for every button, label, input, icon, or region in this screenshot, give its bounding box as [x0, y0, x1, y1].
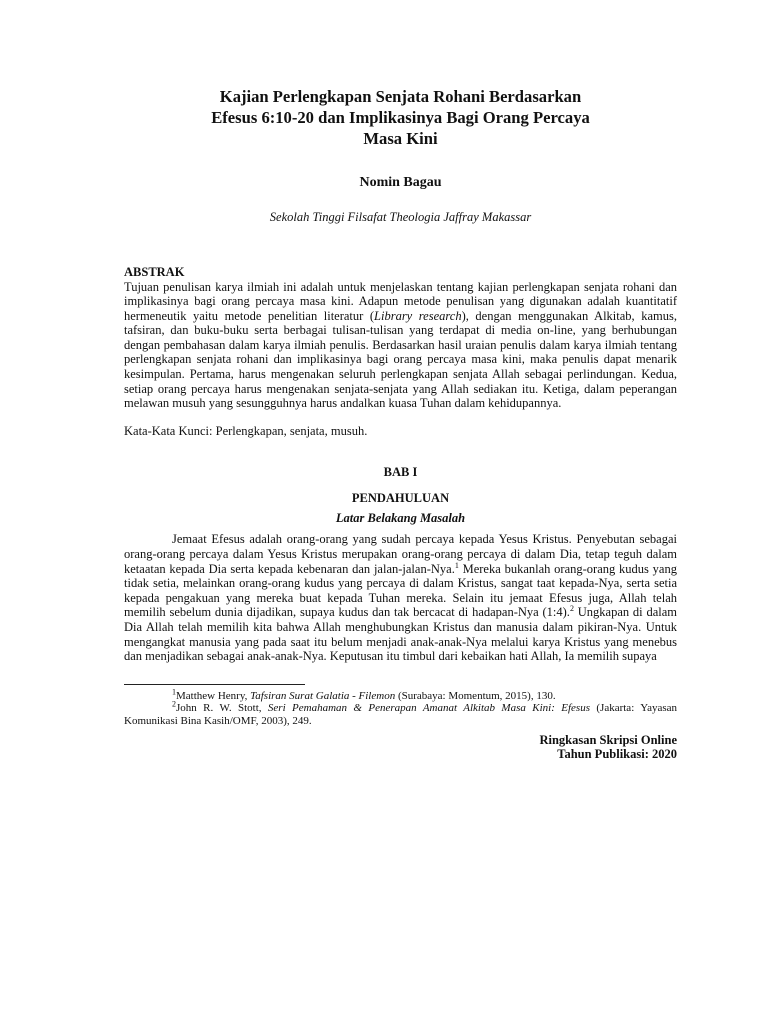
body-text-part-2: Mereka bukanlah orang-orang kudus yang tidak setia, melainkan orang-orang kudus yang percaya di dalam Kristus, sangat taat kepada-Nya, serta setia kepada pengakuan yang mereka buat kepada Tuhan mereka. Selain itu jemaat Efesus juga, Allah telah memilih sebelum dunia dijadikan, supaya kudus dan tak bercacat di hadapan-Nya (1:4). [124, 561, 677, 620]
section-title: Latar Belakang Masalah [335, 511, 466, 526]
footnote-mark-2: 2 [172, 699, 176, 709]
chapter-number: BAB I [383, 465, 418, 480]
footnote-1-title: Tafsiran Surat Galatia - Filemon [250, 689, 396, 702]
body-text-part-1: Jemaat Efesus adalah orang-orang yang sudah percaya kepada Yesus Kristus. Penyebutan sebagai orang-orang percaya dalam Yesus Kristus merupakan orang-orang percaya di dalam Dia, tetap teguh dalam ketaatan kepada Dia serta kepada kebenaran dan jalan-jalan-Nya. [124, 532, 677, 576]
footnote-divider [124, 684, 305, 685]
footnote-ref-2[interactable]: 2 [569, 604, 574, 614]
footnote-2-text-a: John R. W. Stott, [176, 702, 268, 715]
author-name: Nomin Bagau [359, 175, 442, 190]
title-line-2: Efesus 6:10-20 dan Implikasinya Bagi Orang Percaya [211, 108, 590, 127]
summary-label: Ringkasan Skripsi Online [539, 732, 677, 747]
abstract-text [124, 280, 677, 411]
footnote-ref-1[interactable]: 1 [454, 560, 459, 570]
body-paragraph [124, 532, 677, 663]
page-content [124, 86, 677, 762]
footnote-2-text-b: (Jakarta: Yayasan Komunikasi Bina Kasih/OMF, 2003), 249. [124, 702, 678, 727]
title-line-3: Masa Kini [363, 129, 438, 148]
abstract-text-part-1: Tujuan penulisan karya ilmiah ini adalah untuk menjelaskan tentang kajian perlengkapan senjata rohani dan implikasinya bagi orang percaya masa kini. Adapun metode penulisan yang digunakan adalah kuantitatif hermeneutik yaitu metode penelitian literatur ( [124, 279, 677, 323]
footnote-1-text-b: (Surabaya: Momentum, 2015), 130. [395, 689, 556, 702]
footnote-1 [124, 687, 677, 703]
footnotes [124, 687, 678, 728]
chapter-title: PENDAHULUAN [351, 491, 450, 506]
keywords: Kata-Kata Kunci: Perlengkapan, senjata, musuh. [124, 423, 368, 438]
footnote-2 [124, 699, 678, 727]
publication-info [124, 733, 677, 762]
body-text-part-3: Ungkapan di dalam Dia Allah telah memilih kita bahwa Allah menghubungkan Kristus dan manusia dalam pikiran-Nya. Untuk mengangkat manusia yang pada saat itu belum menjadi anak-anak-Nya melalui karya Kristus yang menebus dan menjadikan sebagai anak-anak-Nya. Keputusan itu timbul dari kebaikan hati Allah, Ia memilih supaya [124, 605, 678, 664]
footnote-2-title: Seri Pemahaman & Penerapan Amanat Alkitab Masa Kini: Efesus [267, 702, 590, 715]
publication-year: Tahun Publikasi: 2020 [557, 747, 677, 762]
footnote-1-text-a: Matthew Henry, [176, 689, 251, 702]
abstract-heading: ABSTRAK [124, 265, 185, 279]
abstract-text-part-2: ), dengan menggunakan Alkitab, kamus, tafsiran, dan buku-buku serta berbagai tulisan-tulisan yang terdapat di media on-line, yang berhubungan dengan pembahasan dalam karya ilmiah penulis. Berdasarkan hasil uraian penulis dalam karya ilmiah tentang perlengkapan senjata rohani dan implikasinya bagi orang percaya masa kini, maka penulis dapat menarik kesimpulan. Pertama, harus mengenakan seluruh perlengkapan senjata Allah sebagai perlindungan. Kedua, setiap orang percaya harus mengenakan senjata-senjata yang Allah sediakan itu. Ketiga, dalam peperangan melawan musuh yang sesungguhnya harus andalkan kuasa Tuhan dalam kehidupannya. [124, 308, 677, 411]
author-affiliation: Sekolah Tinggi Filsafat Theologia Jaffray Makassar [269, 210, 532, 224]
paper-title [124, 86, 677, 149]
abstract-italic-term: Library research [374, 308, 462, 323]
footnote-mark-1: 1 [172, 687, 176, 697]
title-line-1: Kajian Perlengkapan Senjata Rohani Berdasarkan [219, 87, 582, 106]
